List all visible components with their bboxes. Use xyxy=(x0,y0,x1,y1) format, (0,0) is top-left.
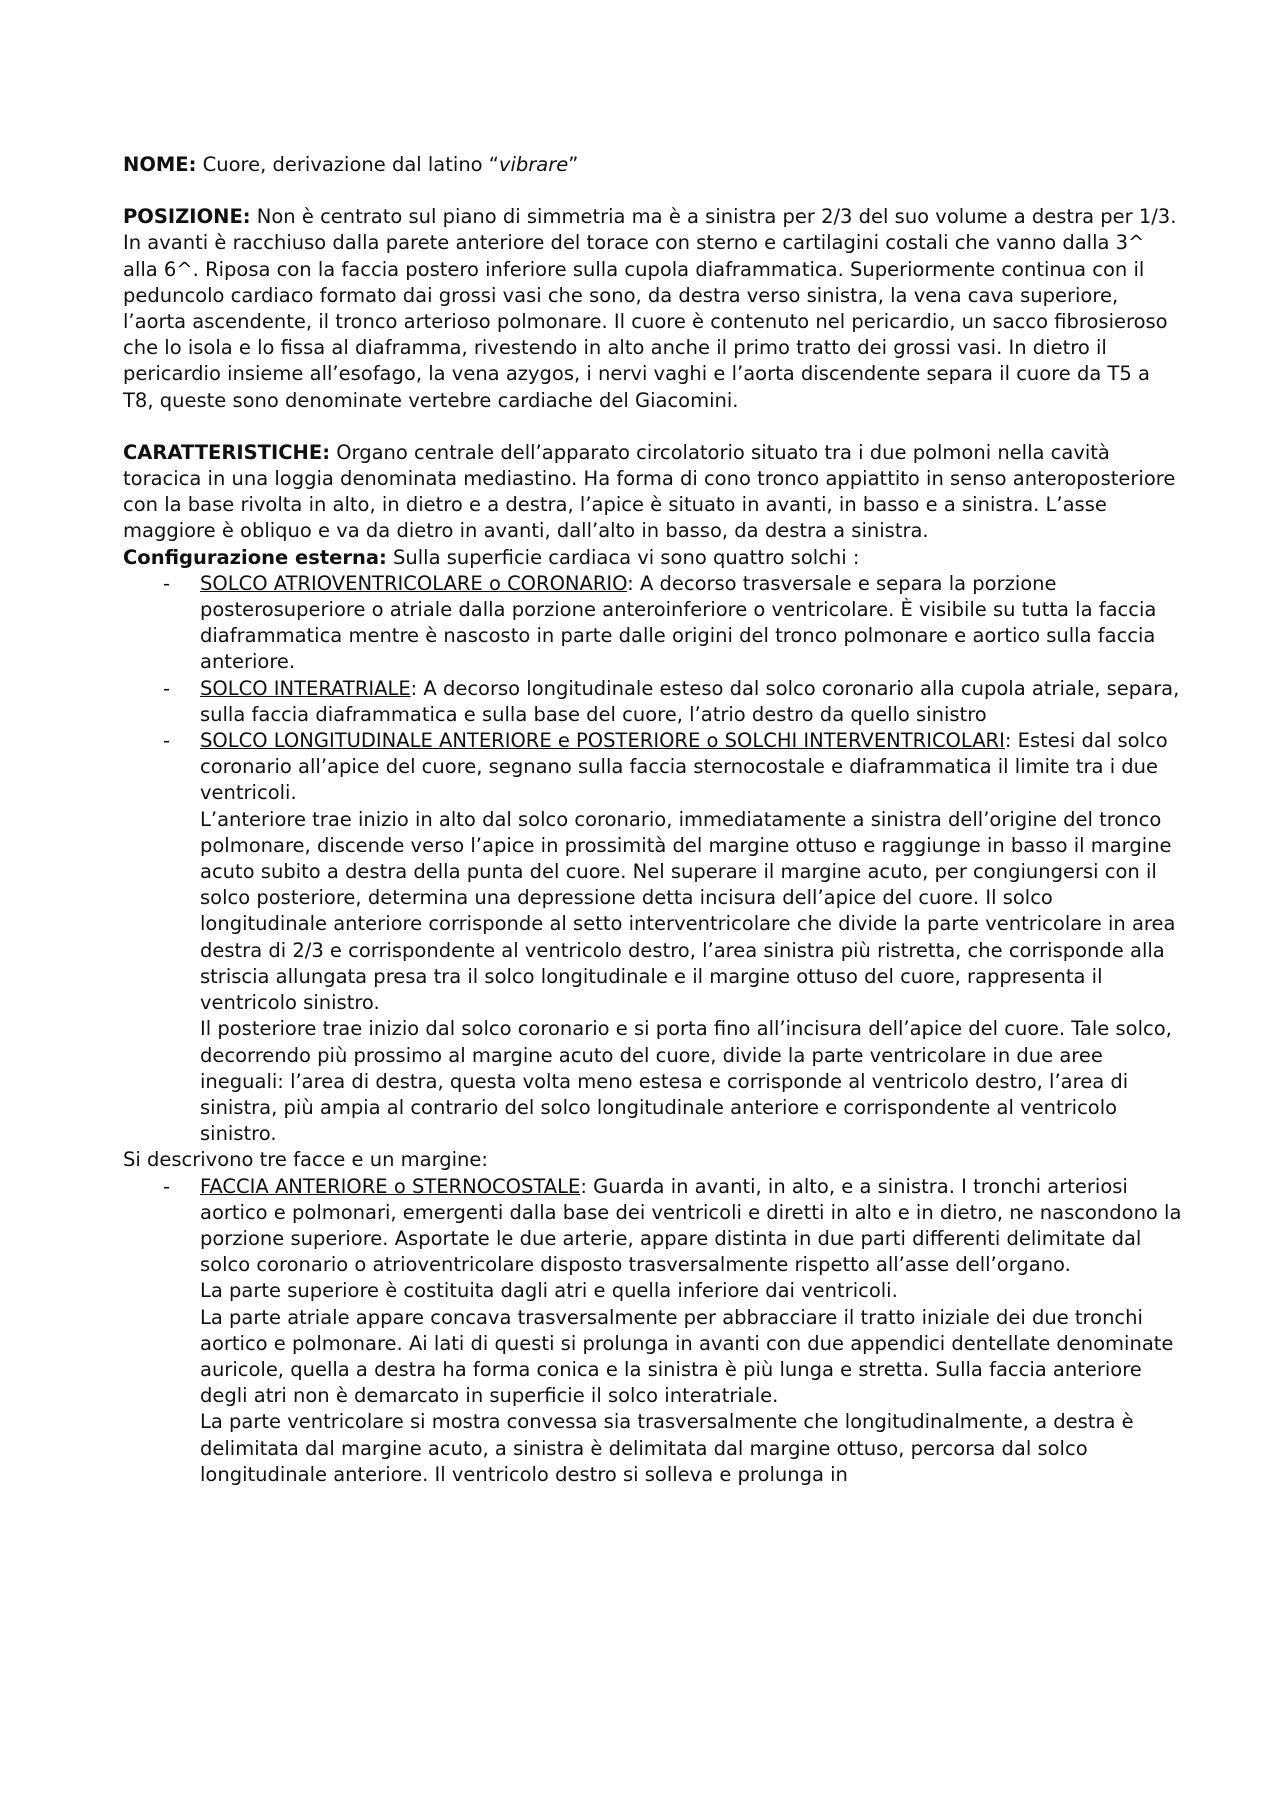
list-item-paragraph-anteriore: L’anteriore trae inizio in alto dal solco coronario, immediatamente a sinistra dell’origine del tronco polmonare, discende verso l’apice in prossimità del margine ottuso e raggiunge in basso il margine acuto subito a destra della punta del cuore. Nel superare il margine acuto, per congiungersi con il solco posteriore, determina una depressione detta incisura dell’apice del cuore. Il solco longitudinale anteriore corrisponde al setto interventricolare che divide la parte ventricolare in area destra di 2/3 e corrispondente al ventricolo destro, l’area sinistra più ristretta, che corrisponde alla striscia allungata presa tra il solco longitudinale e il margine ottuso del cuore, rappresenta il ventricolo sinistro. xyxy=(200,807,1176,1015)
caratteristiche-paragraph xyxy=(123,440,1185,545)
document-page xyxy=(123,152,1185,1488)
nome-text: Cuore, derivazione dal latino “ xyxy=(196,153,499,176)
nome-close: ” xyxy=(568,153,579,176)
list-item-rest: : A decorso trasversale e separa la porzione posterosuperiore o atriale dalla porzione anteroinferiore o ventricolare. È visibile su tutta la faccia diaframmatica mentre è nascosto in parte dalle origini del tronco polmonare e aortico sulla faccia anteriore. xyxy=(200,571,1157,674)
list-item-title: SOLCO ATRIOVENTRICOLARE o CORONARIO xyxy=(200,571,628,595)
configurazione-paragraph xyxy=(123,545,1185,571)
configurazione-label: Configurazione esterna: xyxy=(123,545,387,569)
nome-label: NOME: xyxy=(123,153,197,176)
list-item-solchi-interventricolari xyxy=(123,728,1185,1147)
list-item-solco-atrioventricolare xyxy=(123,571,1185,676)
list-item-text xyxy=(200,728,1185,807)
list-item-faccia-anteriore xyxy=(123,1174,1185,1488)
nome-italic: vibrare xyxy=(498,153,569,176)
list-item-text xyxy=(200,571,1185,676)
list-dash: - xyxy=(163,676,171,700)
spacer xyxy=(123,414,1185,440)
nome-paragraph xyxy=(123,152,1185,178)
facce-intro: Si descrivono tre facce e un margine: xyxy=(123,1148,488,1172)
configurazione-text: Sulla superficie cardiaca vi sono quattro solchi : xyxy=(386,545,860,569)
list-item-title: FACCIA ANTERIORE o STERNOCOSTALE xyxy=(200,1174,581,1198)
caratteristiche-label: CARATTERISTICHE: xyxy=(123,440,330,464)
list-item-rest: : Estesi dal solco coronario all’apice del cuore, segnano sulla faccia sternocostale e diaframmatica il limite tra i due ventricoli. xyxy=(200,729,1168,805)
list-item-paragraph-ventricolare: La parte ventricolare si mostra convessa sia trasversalmente che longitudinalmente, a destra è delimitata dal margine acuto, a sinistra è delimitata dal margine ottuso, percorsa dal solco longitudinale anteriore. Il ventricolo destro si solleva e prolunga in xyxy=(200,1410,1134,1486)
list-item-rest: : Guarda in avanti, in alto, e a sinistra. I tronchi arteriosi aortico e polmonari, emergenti dalla base dei ventricoli e diretti in alto e in dietro, ne nascondono la porzione superiore. Asportate le due arterie, appare distinta in due parti differenti delimitate dal solco coronario o atrioventricolare disposto trasversalmente rispetto all’asse dell’organo. xyxy=(200,1174,1182,1277)
caratteristiche-text: Organo centrale dell’apparato circolatorio situato tra i due polmoni nella cavità toracica in una loggia denominata mediastino. Ha forma di cono tronco appiattito in senso anteroposteriore con la base rivolta in alto, in dietro e a destra, l’apice è situato in avanti, in basso e a sinistra. L’asse maggiore è obliquo e va da dietro in avanti, dall’alto in basso, da destra a sinistra. xyxy=(123,440,1176,543)
list-item-paragraph-atriale: La parte atriale appare concava trasversalmente per abbracciare il tratto iniziale dei due tronchi aortico e polmonare. Ai lati di questi si prolunga in avanti con due appendici dentellate denominate auricole, quella a destra ha forma conica e la sinistra è più lunga e stretta. Sulla faccia anteriore degli atri non è demarcato in superficie il solco interatriale. xyxy=(200,1305,1174,1408)
spacer xyxy=(123,178,1185,204)
list-item-title: SOLCO INTERATRIALE xyxy=(200,676,411,700)
list-item-text xyxy=(200,676,1185,728)
list-item-title: SOLCO LONGITUDINALE ANTERIORE e POSTERIORE o SOLCHI INTERVENTRICOLARI xyxy=(200,729,1005,753)
posizione-label: POSIZIONE: xyxy=(123,205,251,229)
list-item-rest: : A decorso longitudinale esteso dal solco coronario alla cupola atriale, separa, sulla faccia diaframmatica e sulla base del cuore, l’atrio destro da quello sinistro xyxy=(200,676,1180,726)
posizione-text: Non è centrato sul piano di simmetria ma è a sinistra per 2/3 del suo volume a destra per 1/3. In avanti è racchiuso dalla parete anteriore del torace con sterno e cartilagini costali che vanno dalla 3^ alla 6^. Riposa con la faccia postero inferiore sulla cupola diaframmatica. Superiormente continua con il peduncolo cardiaco formato dai grossi vasi che sono, da destra verso sinistra, la vena cava superiore, l’aorta ascendente, il tronco arterioso polmonare. Il cuore è contenuto nel pericardio, un sacco fibrosieroso che lo isola e lo fissa al diaframma, rivestendo in alto anche il primo tratto dei grossi vasi. In dietro il pericardio insieme all’esofago, la vena azygos, i nervi vaghi e l’aorta discendente separa il cuore da T5 a T8, queste sono denominate vertebre cardiache del Giacomini. xyxy=(123,205,1177,412)
list-dash: - xyxy=(163,571,171,595)
list-dash: - xyxy=(163,729,171,753)
list-item-solco-interatriale xyxy=(123,676,1185,728)
list-item-paragraph-posteriore: Il posteriore trae inizio dal solco coronario e si porta fino all’incisura dell’apice del cuore. Tale solco, decorrendo più prossimo al margine acuto del cuore, divide la parte ventricolare in due aree ineguali: l’area di destra, questa volta meno estesa e corrisponde al ventricolo destro, l’area di sinistra, più ampia al contrario del solco longitudinale anteriore e corrispondente al ventricolo sinistro. xyxy=(200,1017,1172,1146)
list-dash: - xyxy=(163,1174,171,1198)
list-item-text xyxy=(200,1174,1185,1279)
posizione-paragraph xyxy=(123,204,1185,414)
list-item-paragraph-superiore: La parte superiore è costituita dagli atri e quella inferiore dai ventricoli. xyxy=(200,1279,898,1303)
